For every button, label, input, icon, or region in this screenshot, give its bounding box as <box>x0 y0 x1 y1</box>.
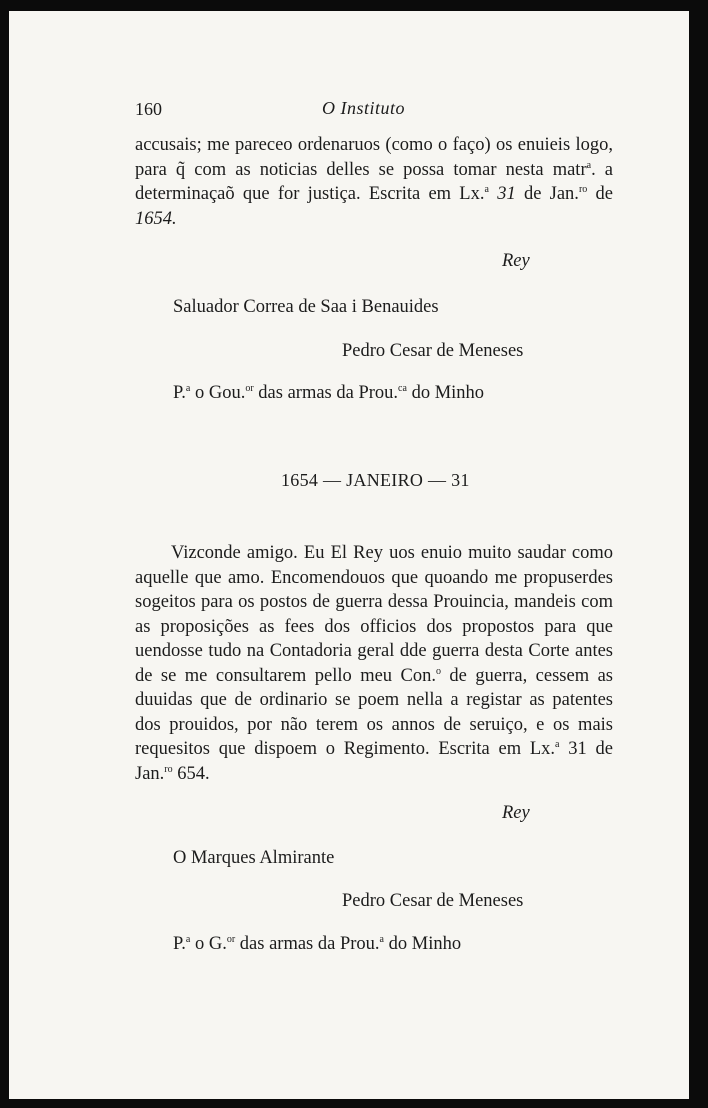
letter2-recipient: O Marques Almirante <box>173 848 335 868</box>
letter2-signature: Rey <box>502 803 530 823</box>
letter1-text-b: . a determinaçaõ que for justiça. Escrita em Lx. <box>135 159 613 204</box>
letter1-day: 31 <box>497 184 516 204</box>
letter1-closing-b: o Gou. <box>190 383 246 403</box>
running-title: O Instituto <box>322 98 406 118</box>
letter1-closing-sup-b: or <box>245 382 254 394</box>
letter1-body <box>135 133 613 231</box>
letter2-sup-c: ro <box>164 763 173 775</box>
letter2-closing-sup-b: or <box>226 933 236 945</box>
document-page <box>9 11 689 1099</box>
letter2-closing-c: das armas da Prou. <box>235 934 380 954</box>
letter1-signature: Rey <box>502 251 530 271</box>
letter1-closing-d: do Minho <box>406 383 485 403</box>
letter1-sup-a: a <box>586 159 592 171</box>
letter2-closing-sup-a: a <box>185 933 191 945</box>
date-heading: 1654 — JANEIRO — 31 <box>281 470 470 490</box>
letter2-closing <box>173 934 461 955</box>
letter1-closing-sup-a: a <box>185 382 191 394</box>
letter2-closing-sup-c: a <box>379 933 384 945</box>
letter1-text-d: de <box>587 184 613 204</box>
letter2-text-d: 654. <box>172 763 210 784</box>
letter1-text-a: accusais; me pareceo ordenaruos (como o faço) os enuieis logo, para q̃ com as noticias delles se possa tomar nesta matr <box>135 135 613 180</box>
letter1-sup-c: ro <box>578 183 588 195</box>
letter1-recipient: Saluador Correa de Saa i Benauides <box>173 297 439 317</box>
letter1-sup-b: a <box>484 183 489 195</box>
letter2-secretary: Pedro Cesar de Meneses <box>342 891 524 911</box>
page-number: 160 <box>135 99 162 119</box>
letter1-closing-sup-c: ca <box>398 382 407 394</box>
letter2-text-a: Vizconde amigo. Eu El Rey uos enuio muito saudar como aquelle que amo. Encomendouos que quoando me propuserdes sogeitos para os postos de guerra dessa Prouincia, mandeis com as proposições as fees dos officios dos propostos para que uendosse tudo na Contadoria geral dde guerra desta Corte antes de se me consultarem pello meu Con. <box>135 543 613 686</box>
letter2-closing-b: o G. <box>190 934 227 954</box>
letter1-secretary: Pedro Cesar de Meneses <box>342 341 524 361</box>
letter2-sup-b: a <box>555 738 560 750</box>
letter2-body <box>135 541 613 786</box>
letter2-closing-d: do Minho <box>384 934 462 954</box>
letter2-sup-a: o <box>435 665 441 677</box>
letter1-year: 1654. <box>135 208 177 229</box>
letter1-closing <box>173 383 484 404</box>
letter1-closing-c: das armas da Prou. <box>253 383 399 403</box>
letter2-text-c: 31 de Jan. <box>135 739 613 784</box>
letter1-closing-a: P. <box>173 383 186 403</box>
letter1-text-c: de Jan. <box>515 184 579 204</box>
letter2-closing-a: P. <box>173 934 186 954</box>
letter2-text-b: de guerra, cessem as duuidas que de ordinario se poem nella a registar as patentes dos prouidos, por não terem os annos de seruiço, e os mais requesitos que dispoem o Regimento. Escrita em Lx. <box>135 665 613 759</box>
